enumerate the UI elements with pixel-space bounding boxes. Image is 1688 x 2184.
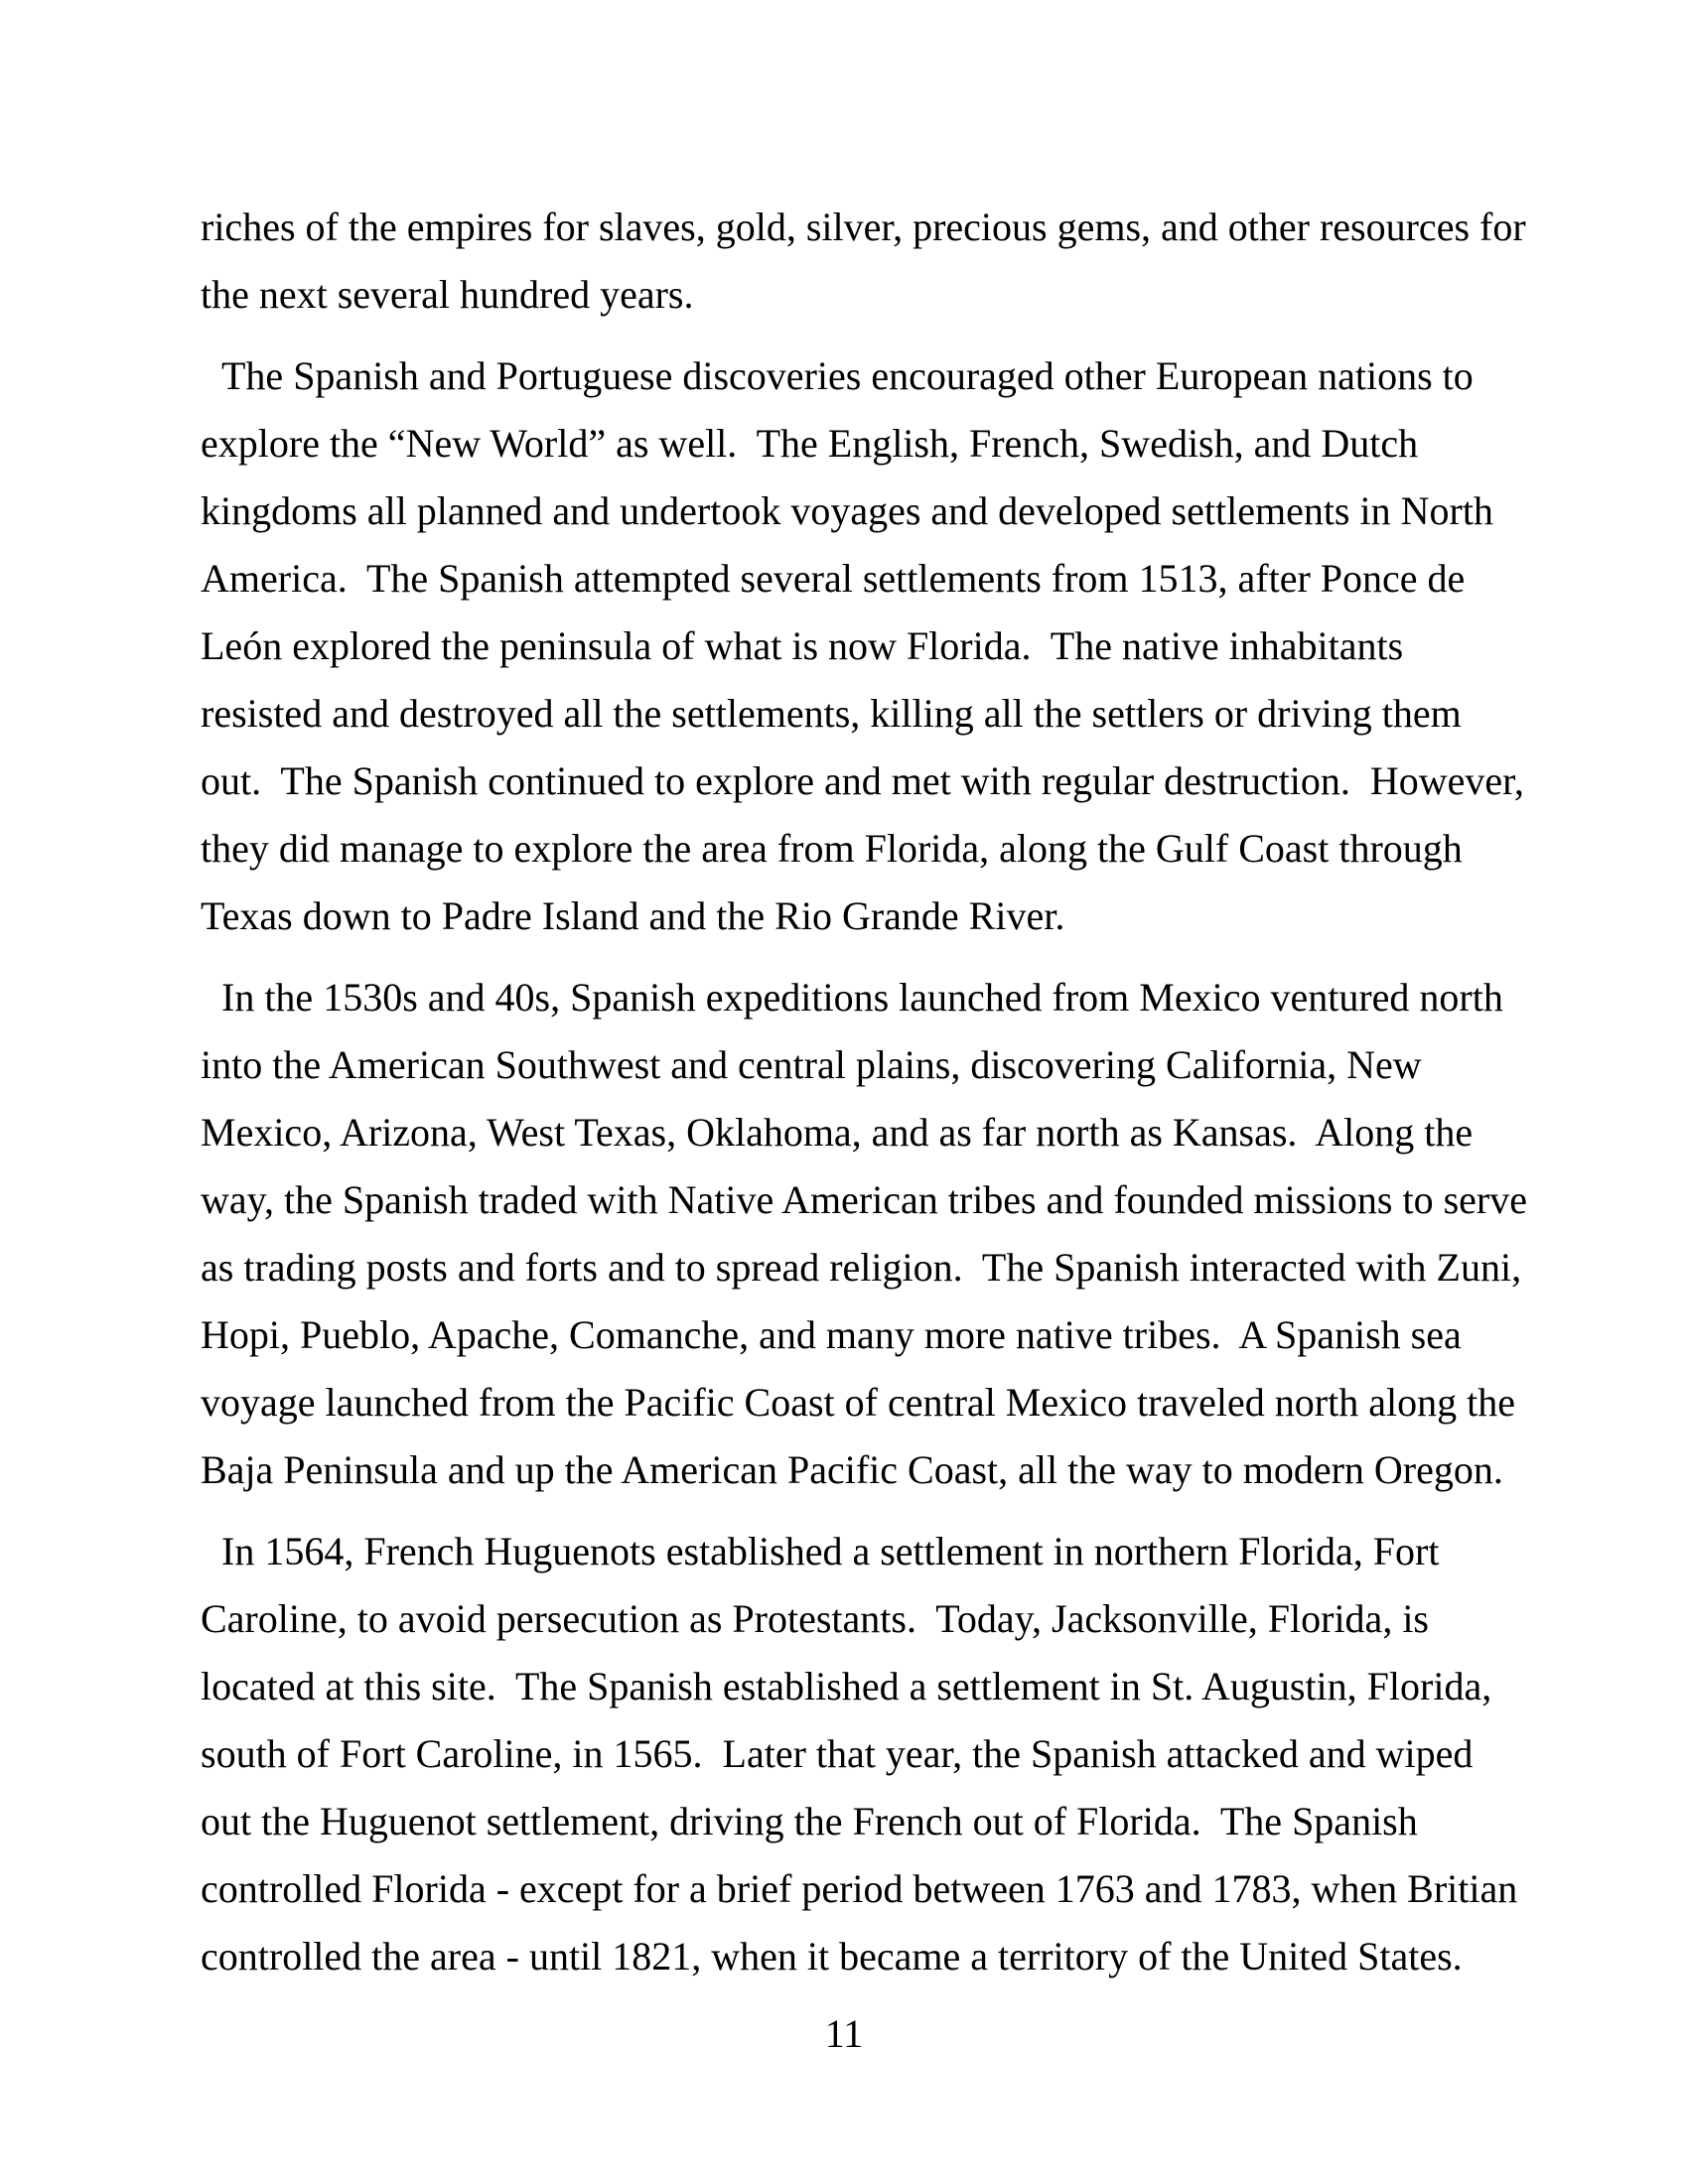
text-line: In 1564, French Huguenots established a settlement in northern Florida, Fort	[221, 1529, 1440, 1573]
text-line: the next several hundred years.	[201, 272, 694, 317]
page-number: 11	[824, 2011, 864, 2056]
text-line: out. The Spanish continued to explore and met with regular destruction. However,	[201, 758, 1524, 803]
text-line: into the American Southwest and central plains, discovering California, New	[201, 1042, 1422, 1087]
text-line: riches of the empires for slaves, gold, silver, precious gems, and other resources for	[201, 205, 1526, 249]
text-line: they did manage to explore the area from Florida, along the Gulf Coast through	[201, 826, 1463, 871]
text-line: way, the Spanish traded with Native American tribes and founded missions to serve	[201, 1177, 1527, 1222]
text-line: south of Fort Caroline, in 1565. Later that year, the Spanish attacked and wiped	[201, 1731, 1474, 1776]
text-line: Texas down to Padre Island and the Rio Grande River.	[201, 893, 1065, 938]
text-line: kingdoms all planned and undertook voyages and developed settlements in North	[201, 488, 1493, 533]
document-body	[201, 194, 1527, 2004]
text-line: as trading posts and forts and to spread religion. The Spanish interacted with Zuni,	[201, 1245, 1522, 1290]
text-line: Caroline, to avoid persecution as Protestants. Today, Jacksonville, Florida, is	[201, 1596, 1429, 1641]
text-line: out the Huguenot settlement, driving the French out of Florida. The Spanish	[201, 1799, 1418, 1843]
page-footer	[0, 2000, 1688, 2068]
text-line: Hopi, Pueblo, Apache, Comanche, and many more native tribes. A Spanish sea	[201, 1312, 1462, 1357]
text-line: León explored the peninsula of what is now Florida. The native inhabitants	[201, 623, 1404, 668]
text-line: Mexico, Arizona, West Texas, Oklahoma, and as far north as Kansas. Along the	[201, 1110, 1474, 1155]
paragraph	[201, 194, 1526, 329]
text-line: controlled Florida - except for a brief period between 1763 and 1783, when Britian	[201, 1866, 1518, 1911]
text-line: voyage launched from the Pacific Coast of central Mexico traveled north along the	[201, 1380, 1515, 1425]
text-line: Baja Peninsula and up the American Pacific Coast, all the way to modern Oregon.	[201, 1447, 1503, 1492]
text-line: America. The Spanish attempted several settlements from 1513, after Ponce de	[201, 556, 1466, 601]
text-line: The Spanish and Portuguese discoveries encouraged other European nations to	[221, 353, 1474, 398]
text-line: In the 1530s and 40s, Spanish expeditions launched from Mexico ventured north	[221, 975, 1503, 1020]
text-line: explore the “New World” as well. The English, French, Swedish, and Dutch	[201, 421, 1419, 466]
text-line: controlled the area - until 1821, when it became a territory of the United States.	[201, 1934, 1463, 1979]
paragraph	[201, 964, 1527, 1504]
text-line: located at this site. The Spanish established a settlement in St. Augustin, Florida,	[201, 1664, 1492, 1708]
paragraph	[201, 342, 1524, 950]
paragraph	[201, 1518, 1518, 1990]
text-line: resisted and destroyed all the settlements, killing all the settlers or driving them	[201, 691, 1462, 736]
